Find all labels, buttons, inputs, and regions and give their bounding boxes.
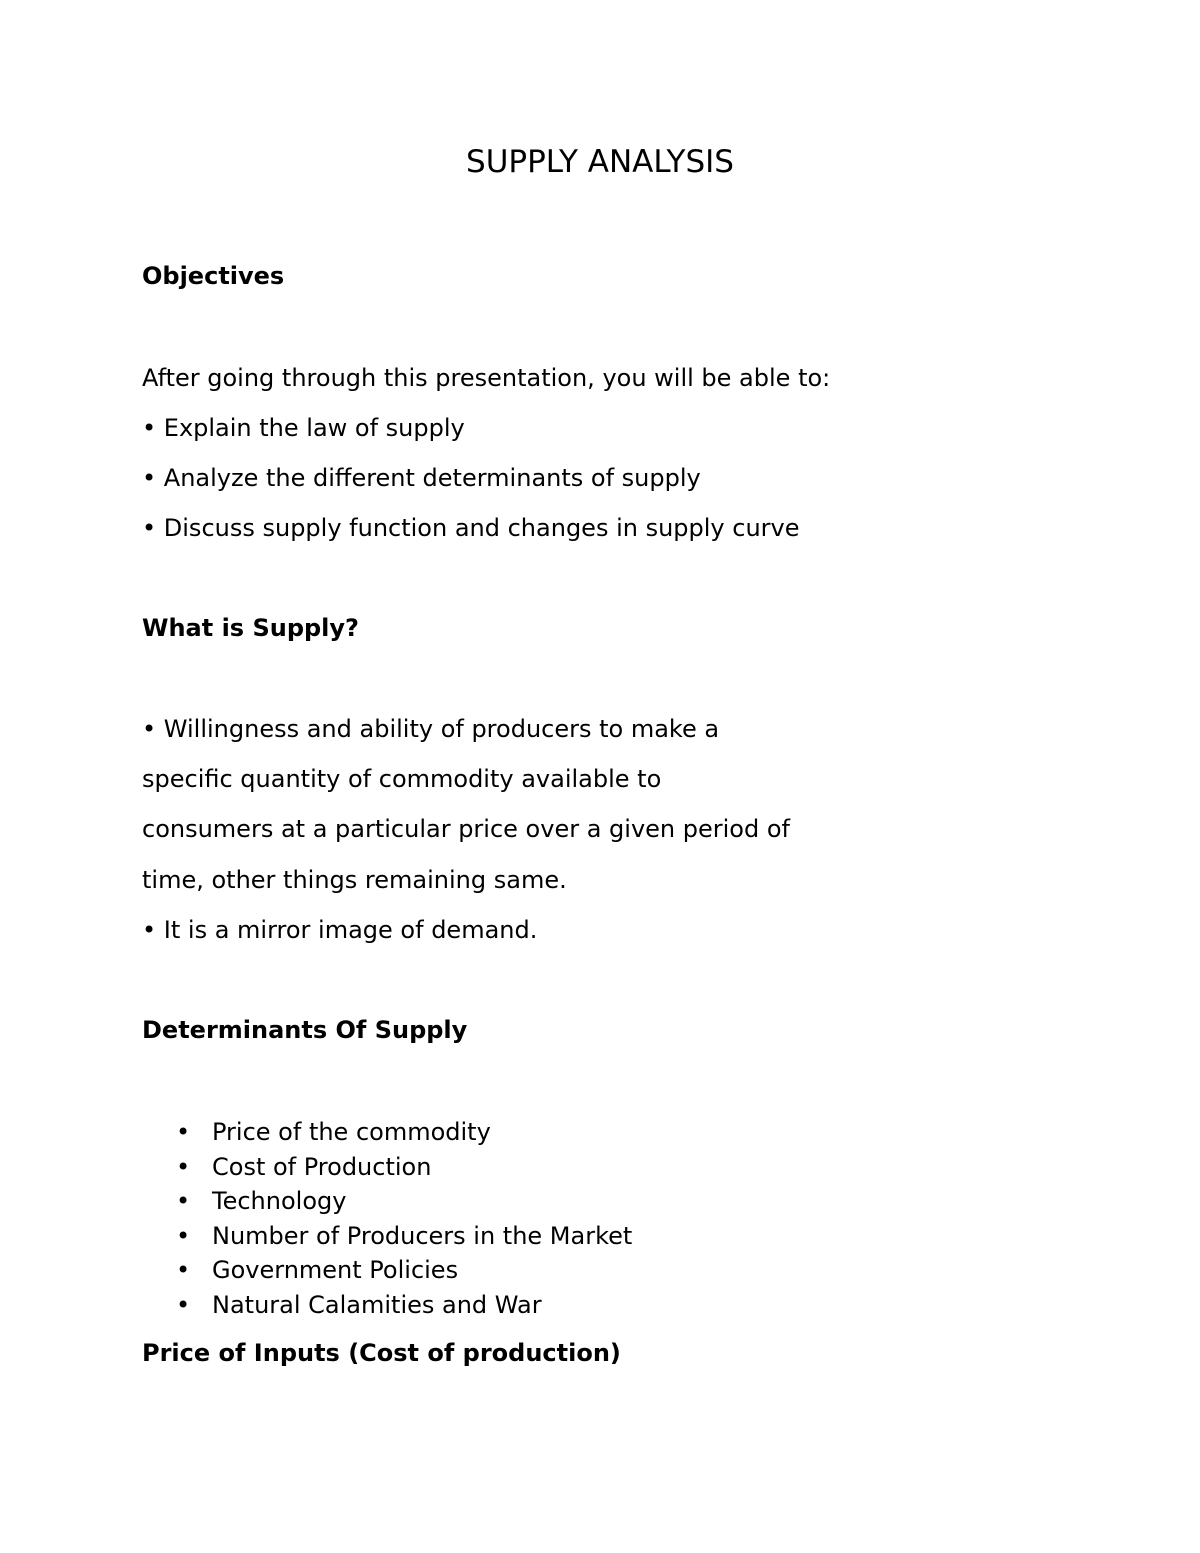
bullet-marker: • [176,1221,191,1250]
list-item [142,1253,632,1288]
supply-definition-line: specific quantity of commodity available to [142,765,662,793]
determinant-label: Price of the commodity [212,1118,491,1146]
document-title: SUPPLY ANALYSIS [466,144,734,180]
objective-item: • Explain the law of supply [142,414,465,442]
what-is-supply-heading: What is Supply? [142,614,359,642]
price-of-inputs-heading: Price of Inputs (Cost of production) [142,1339,621,1367]
objectives-intro: After going through this presentation, you will be able to: [142,364,831,392]
objective-item: • Analyze the different determinants of supply [142,464,701,492]
supply-definition-line: consumers at a particular price over a given period of [142,815,790,843]
determinant-label: Number of Producers in the Market [212,1221,633,1250]
determinant-label: Natural Calamities and War [212,1290,542,1319]
bullet-marker: • [176,1256,191,1284]
determinants-heading: Determinants Of Supply [142,1016,468,1044]
bullet-marker: • [176,1152,191,1181]
bullet-marker: • [176,1187,191,1215]
determinants-list [142,1115,632,1322]
determinant-label: Government Policies [212,1256,459,1284]
supply-definition-line: time, other things remaining same. [142,866,567,894]
objectives-heading: Objectives [142,262,285,290]
determinant-label: Technology [212,1187,347,1215]
bullet-marker: • [176,1118,191,1146]
supply-definition-line: • Willingness and ability of producers to make a [142,715,720,743]
supply-definition-line: • It is a mirror image of demand. [142,916,538,944]
bullet-marker: • [176,1290,191,1319]
list-item [142,1219,632,1254]
list-item [142,1288,632,1323]
determinant-label: Cost of Production [212,1152,432,1181]
list-item [142,1150,632,1185]
list-item [142,1115,632,1150]
objective-item: • Discuss supply function and changes in supply curve [142,514,800,542]
list-item [142,1184,632,1219]
